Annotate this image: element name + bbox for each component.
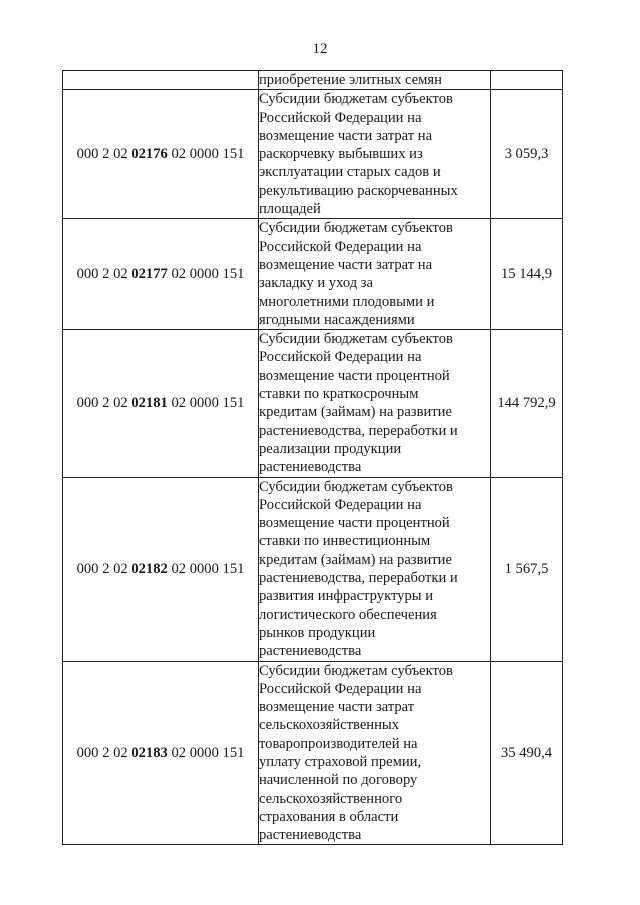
income-code-cell xyxy=(63,330,259,477)
income-code-cell xyxy=(63,661,259,845)
description-line: растениеводства, переработки и xyxy=(259,422,458,439)
income-code-highlight: 02183 xyxy=(131,744,168,761)
table-row xyxy=(63,71,563,90)
description-line: страхования в области xyxy=(259,808,399,825)
income-code-cell xyxy=(63,477,259,661)
amount-cell: 35 490,4 xyxy=(491,661,563,845)
description-line: возмещение части затрат на xyxy=(259,127,433,144)
description-line: Субсидии бюджетам субъектов xyxy=(259,220,453,237)
description-line: сельскохозяйственного xyxy=(259,790,403,807)
description-line: Субсидии бюджетам субъектов xyxy=(259,91,453,108)
description-line: возмещение части процентной xyxy=(259,367,450,384)
description-line: растениеводства xyxy=(259,827,362,844)
description-cell xyxy=(259,330,491,477)
income-code-highlight: 02177 xyxy=(131,266,168,283)
description-line: логистического обеспечения xyxy=(259,606,437,623)
description-line: кредитам (займам) на развитие xyxy=(259,551,452,568)
description-line: Субсидии бюджетам субъектов xyxy=(259,662,453,679)
description-line: раскорчевку выбывших из xyxy=(259,146,423,163)
description-line: возмещение части затрат xyxy=(259,699,415,716)
description-line: сельскохозяйственных xyxy=(259,717,400,734)
income-code-highlight: 02182 xyxy=(131,560,168,577)
description-cell xyxy=(259,477,491,661)
income-code-suffix: 02 0000 151 xyxy=(167,395,245,412)
income-code-highlight: 02176 xyxy=(131,146,168,163)
description-line: начисленной по договору xyxy=(259,772,418,789)
description-line: возмещение части процентной xyxy=(259,515,450,532)
description-line: ставки по инвестиционным xyxy=(259,533,431,550)
income-code-cell xyxy=(63,90,259,219)
description-cell xyxy=(259,661,491,845)
description-line: Субсидии бюджетам субъектов xyxy=(259,478,453,495)
table-row xyxy=(63,477,563,661)
income-code-prefix: 000 2 02 xyxy=(76,266,132,283)
description-line: Российской Федерации на xyxy=(259,238,422,255)
budget-table xyxy=(62,70,563,845)
description-line: растениеводства xyxy=(259,459,362,476)
amount-cell: 1 567,5 xyxy=(491,477,563,661)
description-line: товаропроизводителей на xyxy=(259,735,418,752)
income-code-cell xyxy=(63,219,259,330)
description-line: Российской Федерации на xyxy=(259,109,422,126)
amount-cell: 144 792,9 xyxy=(491,330,563,477)
income-code-suffix: 02 0000 151 xyxy=(167,744,245,761)
description-line: уплату страховой премии, xyxy=(259,753,422,770)
description-line: рекультивацию раскорчеванных xyxy=(259,182,458,199)
amount-cell xyxy=(491,71,563,90)
income-code-prefix: 000 2 02 xyxy=(76,560,132,577)
income-code-suffix: 02 0000 151 xyxy=(167,266,245,283)
description-line: растениеводства xyxy=(259,643,362,660)
table-row xyxy=(63,90,563,219)
description-line: эксплуатации старых садов и xyxy=(259,164,441,181)
page-number: 12 xyxy=(312,41,328,57)
table-row xyxy=(63,330,563,477)
description-line: приобретение элитных семян xyxy=(259,72,442,88)
description-line: ставки по краткосрочным xyxy=(259,386,419,403)
description-line: реализации продукции xyxy=(259,440,402,457)
description-line: Российской Федерации на xyxy=(259,496,422,513)
description-line: растениеводства, переработки и xyxy=(259,570,458,587)
amount-cell: 15 144,9 xyxy=(491,219,563,330)
amount-cell: 3 059,3 xyxy=(491,90,563,219)
income-code-prefix: 000 2 02 xyxy=(76,146,132,163)
description-line: ягодными насаждениями xyxy=(259,311,415,328)
income-code-highlight: 02181 xyxy=(131,395,168,412)
description-line: возмещение части затрат на xyxy=(259,256,433,273)
description-line: многолетними плодовыми и xyxy=(259,293,435,310)
description-line: Российской Федерации на xyxy=(259,349,422,366)
description-line: рынков продукции xyxy=(259,624,376,641)
table-row xyxy=(63,219,563,330)
income-code-suffix: 02 0000 151 xyxy=(167,560,245,577)
description-cell xyxy=(259,90,491,219)
income-code-suffix: 02 0000 151 xyxy=(167,146,245,163)
description-line: кредитам (займам) на развитие xyxy=(259,404,452,421)
description-line: площадей xyxy=(259,201,321,218)
income-code-cell xyxy=(63,71,259,90)
description-line: развития инфраструктуры и xyxy=(259,588,434,605)
description-line: Субсидии бюджетам субъектов xyxy=(259,331,453,348)
budget-table-body xyxy=(63,71,563,845)
description-line: Российской Федерации на xyxy=(259,680,422,697)
income-code-prefix: 000 2 02 xyxy=(76,395,132,412)
table-row xyxy=(63,661,563,845)
description-cell xyxy=(259,71,491,90)
description-cell xyxy=(259,219,491,330)
income-code-prefix: 000 2 02 xyxy=(76,744,132,761)
description-line: закладку и уход за xyxy=(259,275,374,292)
